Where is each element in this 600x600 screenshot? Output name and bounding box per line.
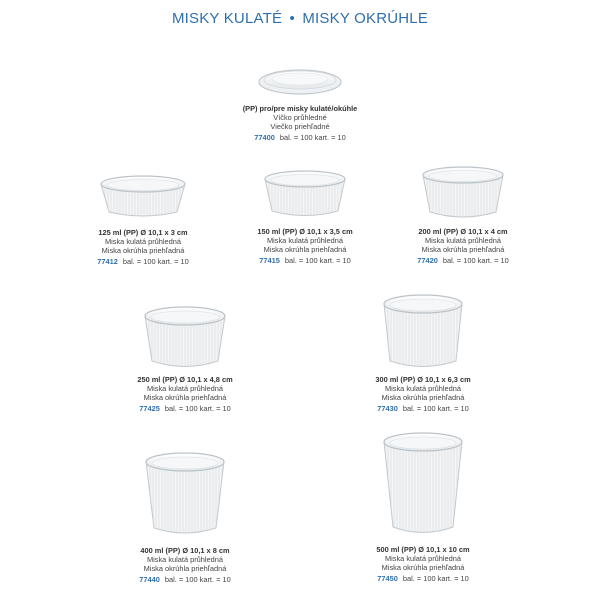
carton-quantity: kart. = 10 bbox=[314, 132, 346, 142]
product-code-row bbox=[230, 255, 380, 266]
product-name-cz: Miska kulatá průhledná bbox=[146, 555, 223, 565]
pack-quantity: bal. = 100 bbox=[402, 403, 436, 413]
product-name-sk: Miska okrúhla priehľadná bbox=[263, 245, 347, 255]
product-name-sk: Miska okrúhla priehľadná bbox=[101, 246, 185, 256]
product-77440 bbox=[110, 448, 260, 585]
carton-quantity: kart. = 10 bbox=[437, 403, 469, 413]
product-code-row bbox=[225, 132, 375, 143]
product-code: 77425 bbox=[139, 403, 160, 413]
pack-quantity: bal. = 100 bbox=[164, 403, 198, 413]
product-code: 77415 bbox=[259, 255, 280, 265]
product-code-row bbox=[388, 255, 538, 266]
product-name-sk: Miska okrúhla priehľadná bbox=[421, 245, 505, 255]
title-part-cz: MISKY KULATÉ bbox=[171, 10, 283, 27]
product-code: 77430 bbox=[377, 403, 398, 413]
product-code: 77450 bbox=[377, 573, 398, 583]
product-spec: 125 ml (PP) Ø 10,1 x 3 cm bbox=[98, 228, 188, 237]
bowl-icon bbox=[378, 290, 468, 372]
product-name-sk: Viečko priehľadné bbox=[270, 122, 330, 132]
product-spec: 500 ml (PP) Ø 10,1 x 10 cm bbox=[376, 545, 470, 554]
pack-quantity: bal. = 100 bbox=[164, 574, 198, 584]
product-77430 bbox=[348, 290, 498, 414]
product-spec: 200 ml (PP) Ø 10,1 x 4 cm bbox=[418, 227, 508, 236]
cup-icon bbox=[140, 448, 230, 538]
title-bullet: • bbox=[289, 10, 295, 27]
cup-icon bbox=[378, 428, 468, 538]
pack-quantity: bal. = 100 bbox=[122, 256, 156, 266]
product-spec: 400 ml (PP) Ø 10,1 x 8 cm bbox=[140, 546, 230, 555]
product-spec: 250 ml (PP) Ø 10,1 x 4,8 cm bbox=[137, 375, 233, 384]
product-spec: (PP) pro/pre misky kulaté/okúhle bbox=[242, 104, 358, 113]
product-name-cz: Víčko průhledné bbox=[273, 113, 327, 123]
product-77420 bbox=[388, 162, 538, 266]
product-code-row bbox=[110, 574, 260, 585]
carton-quantity: kart. = 10 bbox=[437, 573, 469, 583]
product-name-cz: Miska kulatá průhledná bbox=[384, 554, 461, 564]
product-code: 77412 bbox=[97, 256, 118, 266]
product-lid-77400 bbox=[225, 62, 375, 143]
product-name-sk: Miska okrúhla priehľadná bbox=[143, 393, 227, 403]
product-name-cz: Miska kulatá průhledná bbox=[266, 236, 343, 246]
product-77415 bbox=[230, 166, 380, 266]
product-name-sk: Miska okrúhla priehľadná bbox=[143, 564, 227, 574]
pack-quantity: bal. = 100 bbox=[279, 132, 313, 142]
product-spec: 300 ml (PP) Ø 10,1 x 6,3 cm bbox=[375, 375, 471, 384]
pack-quantity: bal. = 100 bbox=[284, 255, 318, 265]
title-part-sk: MISKY OKRÚHLE bbox=[302, 10, 429, 27]
carton-quantity: kart. = 10 bbox=[477, 255, 509, 265]
bowl-icon bbox=[417, 162, 509, 222]
bowl-icon bbox=[259, 166, 351, 220]
lid-icon bbox=[255, 62, 345, 98]
product-77450 bbox=[348, 428, 498, 584]
product-spec: 150 ml (PP) Ø 10,1 x 3,5 cm bbox=[257, 227, 353, 236]
bowl-icon bbox=[139, 302, 231, 372]
product-77412 bbox=[68, 170, 218, 267]
product-code-row bbox=[348, 403, 498, 414]
carton-quantity: kart. = 10 bbox=[199, 574, 231, 584]
product-code: 77400 bbox=[254, 132, 275, 142]
page-title bbox=[0, 10, 600, 27]
product-name-cz: Miska kulatá průhledná bbox=[146, 384, 223, 394]
product-code: 77420 bbox=[417, 255, 438, 265]
product-77425 bbox=[110, 302, 260, 414]
carton-quantity: kart. = 10 bbox=[199, 403, 231, 413]
product-code-row bbox=[68, 256, 218, 267]
carton-quantity: kart. = 10 bbox=[319, 255, 351, 265]
carton-quantity: kart. = 10 bbox=[157, 256, 189, 266]
bowl-icon bbox=[95, 170, 191, 220]
pack-quantity: bal. = 100 bbox=[442, 255, 476, 265]
product-name-sk: Miska okrúhla priehľadná bbox=[381, 563, 465, 573]
product-code-row bbox=[348, 573, 498, 584]
product-name-sk: Miska okrúhla priehľadná bbox=[381, 393, 465, 403]
pack-quantity: bal. = 100 bbox=[402, 573, 436, 583]
product-name-cz: Miska kulatá průhledná bbox=[384, 384, 461, 394]
product-name-cz: Miska kulatá průhledná bbox=[104, 237, 181, 247]
product-code-row bbox=[110, 403, 260, 414]
product-name-cz: Miska kulatá průhledná bbox=[424, 236, 501, 246]
product-code: 77440 bbox=[139, 574, 160, 584]
